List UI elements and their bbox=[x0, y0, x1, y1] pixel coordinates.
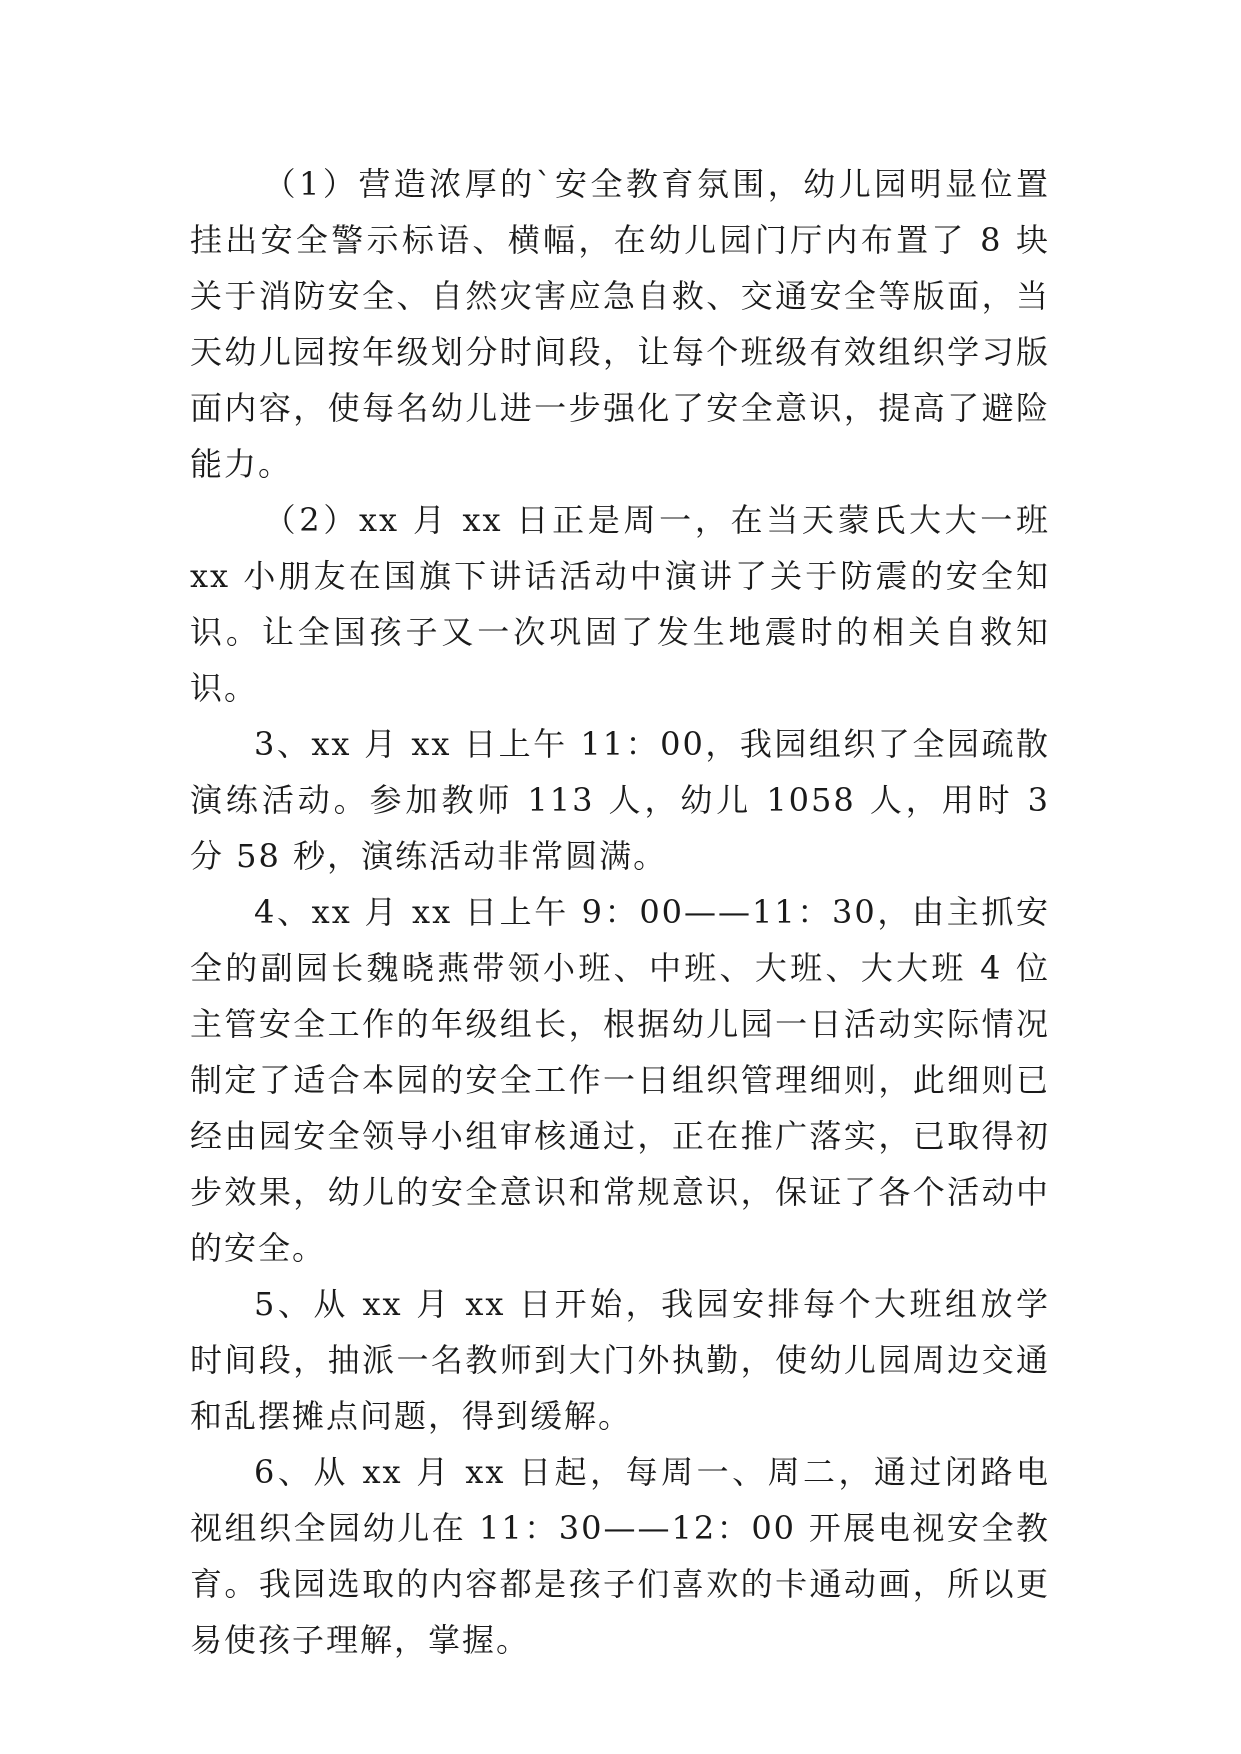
paragraph-3: 3、xx 月 xx 日上午 11：00，我园组织了全园疏散演练活动。参加教师 113 人，幼儿 1058 人，用时 3 分 58 秒，演练活动非常圆满。 bbox=[190, 725, 1050, 875]
paragraph-2: （2）xx 月 xx 日正是周一，在当天蒙氏大大一班 xx 小朋友在国旗下讲话活动中演讲了关于防震的安全知识。让全国孩子又一次巩固了发生地震时的相关自救知识。 bbox=[190, 501, 1050, 707]
document-body bbox=[190, 156, 1050, 1668]
paragraph-6: 6、从 xx 月 xx 日起，每周一、周二，通过闭路电视组织全园幼儿在 11：30——12：00 开展电视安全教育。我园选取的内容都是孩子们喜欢的卡通动画，所以更易使孩子理解，掌握。 bbox=[190, 1453, 1050, 1659]
paragraph-1: （1）营造浓厚的`安全教育氛围，幼儿园明显位置挂出安全警示标语、横幅，在幼儿园门厅内布置了 8 块关于消防安全、自然灾害应急自救、交通安全等版面，当天幼儿园按年级划分时间段，让每个班级有效组织学习版面内容，使每名幼儿进一步强化了安全意识，提高了避险能力。 bbox=[190, 165, 1050, 483]
paragraph-4: 4、xx 月 xx 日上午 9：00——11：30，由主抓安全的副园长魏晓燕带领小班、中班、大班、大大班 4 位主管安全工作的年级组长，根据幼儿园一日活动实际情况制定了适合本园的安全工作一日组织管理细则，此细则已经由园安全领导小组审核通过，正在推广落实，已取得初步效果，幼儿的安全意识和常规意识，保证了各个活动中的安全。 bbox=[190, 893, 1050, 1267]
paragraph-5: 5、从 xx 月 xx 日开始，我园安排每个大班组放学时间段，抽派一名教师到大门外执勤，使幼儿园周边交通和乱摆摊点问题，得到缓解。 bbox=[190, 1285, 1050, 1435]
